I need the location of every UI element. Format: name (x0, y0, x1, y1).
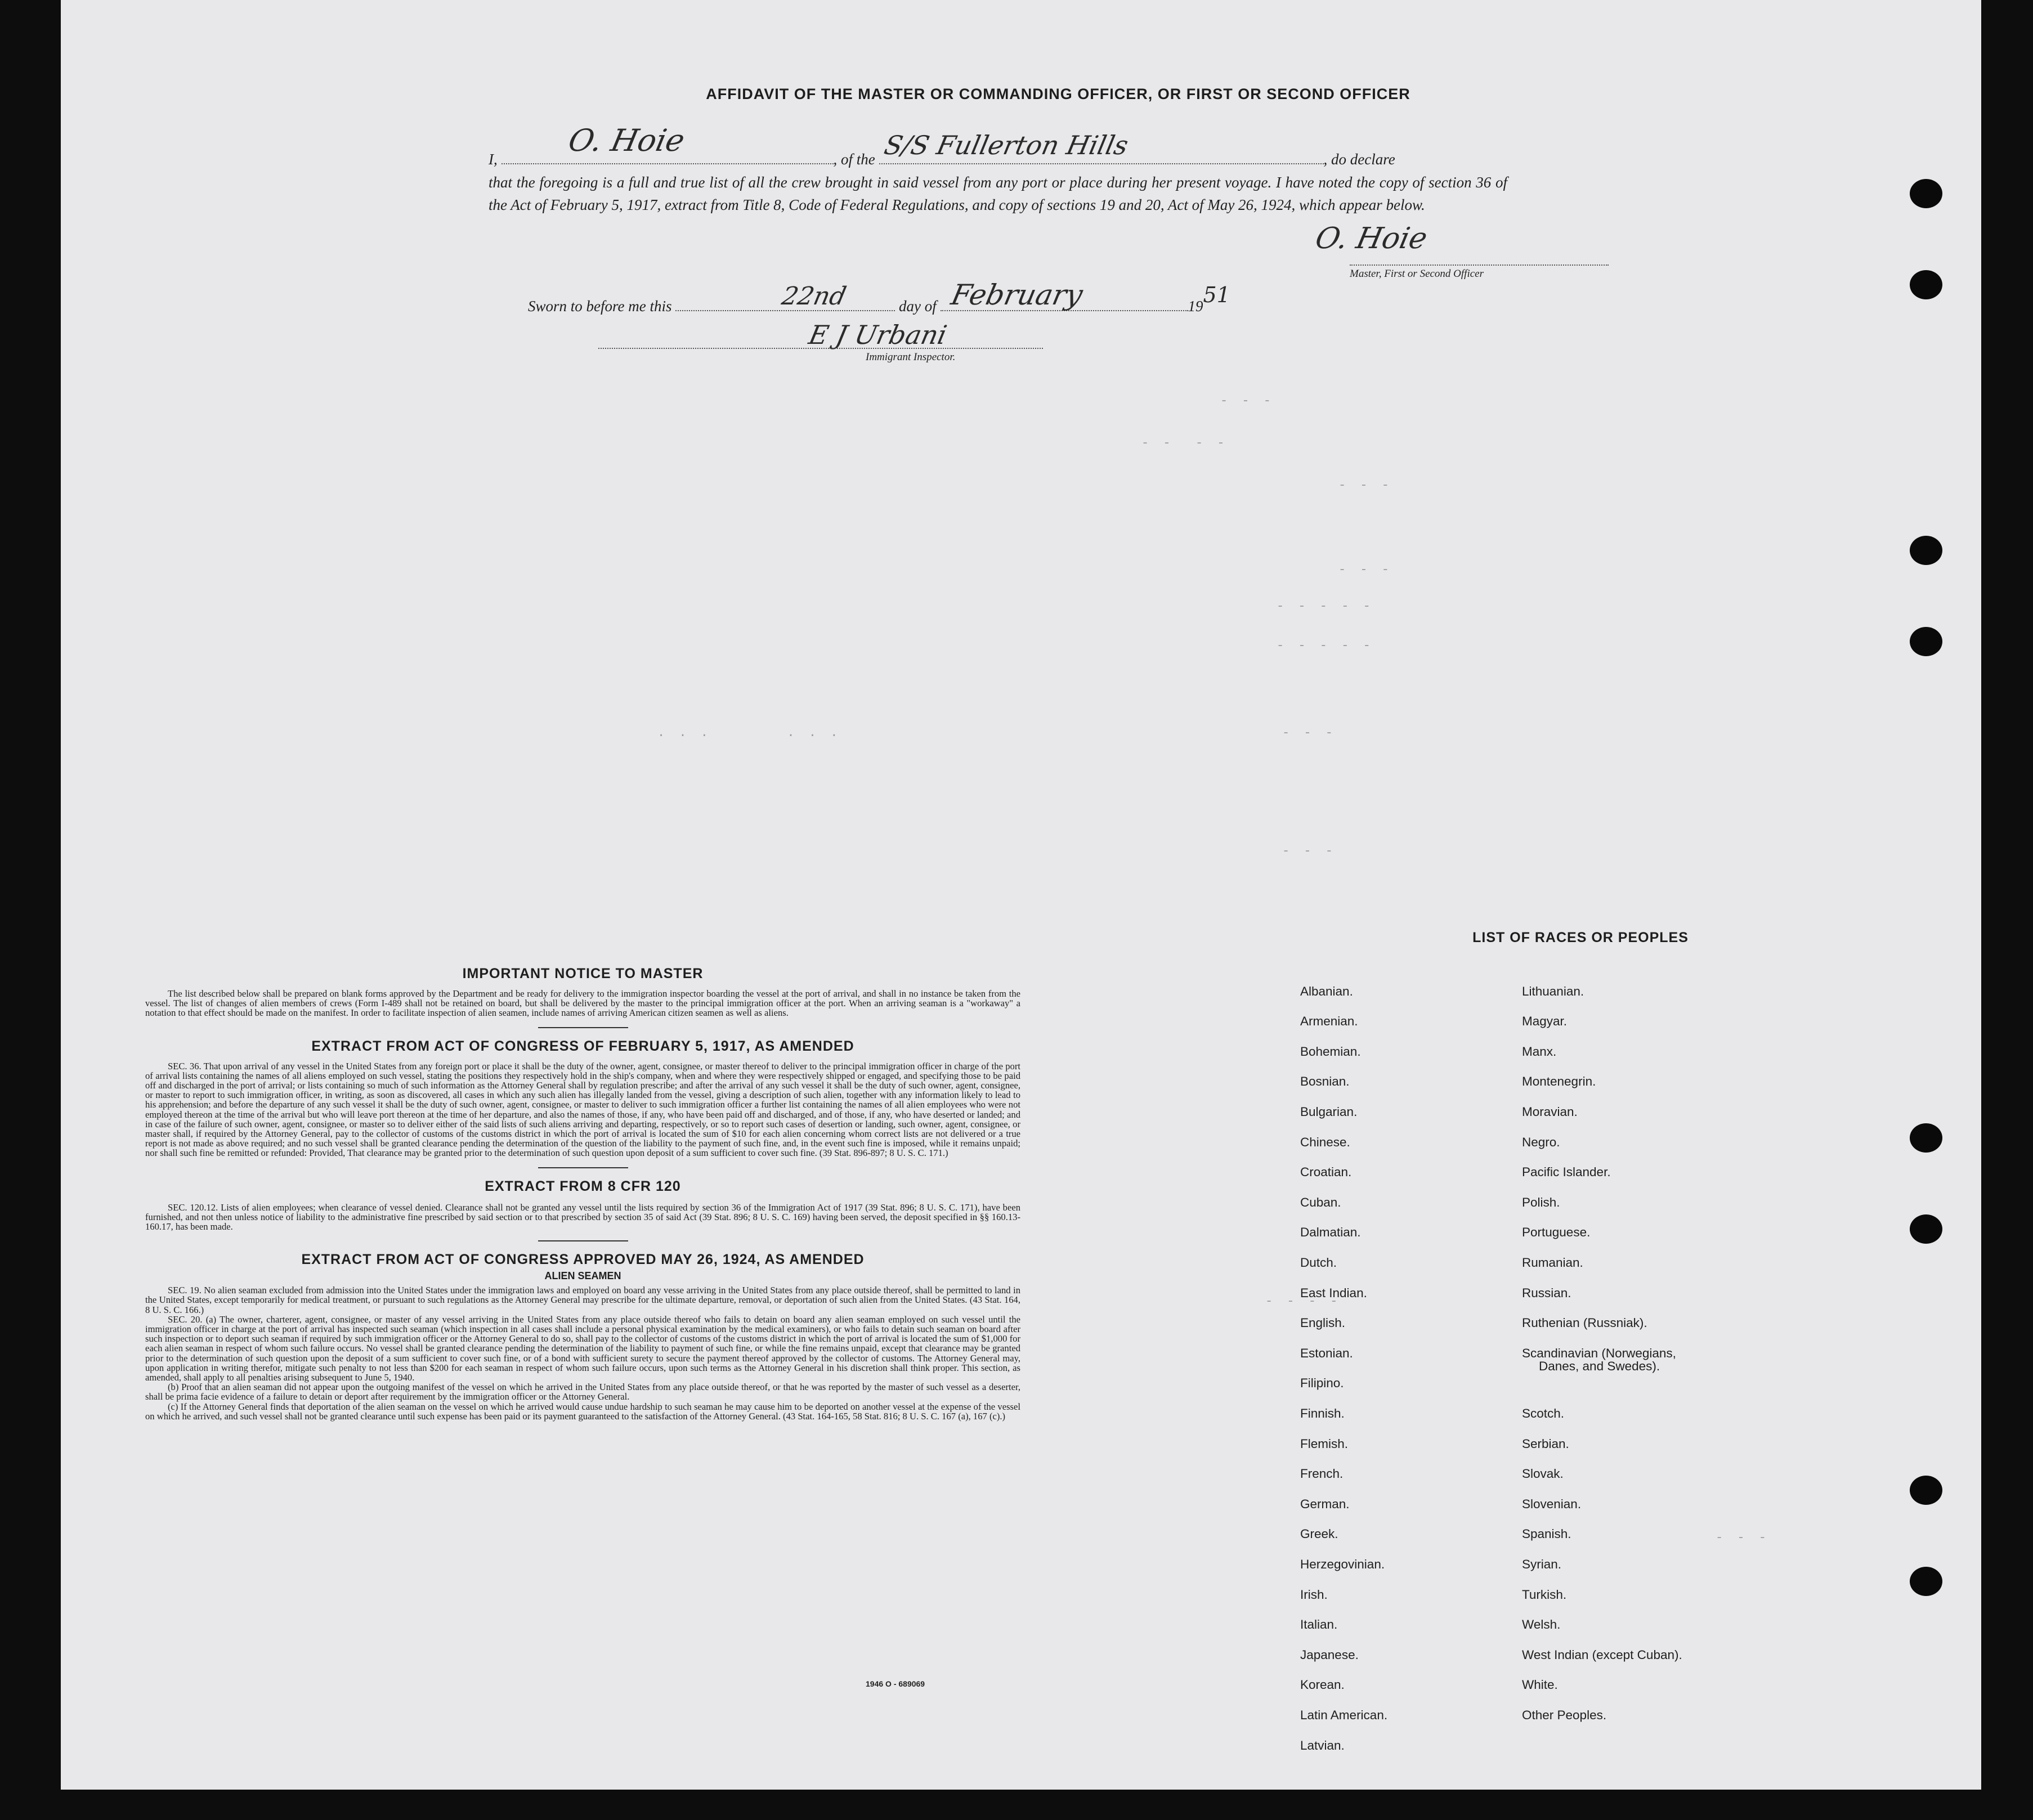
bleed-through-mark: . . . . . . (657, 726, 841, 740)
race-item: Dutch. (1300, 1256, 1337, 1270)
bleed-through-mark: - - - - (1265, 1294, 1341, 1308)
race-item: Montenegrin. (1522, 1074, 1596, 1088)
race-item: Flemish. (1300, 1437, 1349, 1451)
race-item: Pacific Islander. (1522, 1165, 1611, 1179)
race-item: East Indian. (1300, 1286, 1367, 1300)
race-item: Dalmatian. (1300, 1225, 1361, 1239)
sworn-year-prefix: 19 (1188, 298, 1203, 315)
sworn-prefix: Sworn to before me this (528, 298, 672, 315)
extract1-title: EXTRACT FROM ACT OF CONGRESS OF FEBRUARY 5, 1917, AS AMENDED (311, 1038, 854, 1054)
punch-hole (1910, 270, 1942, 299)
bleed-through-mark: - - - - - (1277, 639, 1374, 653)
sworn-day-handwriting: 22nd (779, 282, 849, 311)
sec20a-text: SEC. 20. (a) The owner, charterer, agent, consignee, or master of any vessel arriving in the United States from any place outside thereof who fails to detain on board any alien seaman employed on such vessel until the immigration officer in charge at the port of arrival has inspected such seaman (which inspection in all cases shall include a personal physical examination by the medical examiners), or who fails to detain such seaman on board after such inspection or to deport such seaman if required by such immigration officer or the Attorney General to do so, shall pay to the collector of customs of the customs district in which the port of arrival is located the sum of $1,000 for each alien seaman in respect of whom such failure occurs. No vessel shall be granted clearance pending the determination of the liability to payment of such fine, or while the fine remains unpaid, except that clearance may be granted prior to the determination of such question upon the deposit of a sum sufficient to cover such fine, or of a bond with sufficient surety to secure the payment thereof approved by the collector of customs. The Attorney General may, upon application in writing therefor, mitigate such penalty to not less than $200 for each seaman in respect of whom such failure occurs, upon such terms as the Attorney General in his discretion shall think proper. This section, as amended, shall apply to all penalties arising subsequent to June 5, 1940. (145, 1314, 1020, 1383)
race-item: Other Peoples. (1522, 1708, 1607, 1722)
race-item: Croatian. (1300, 1165, 1352, 1179)
race-item: Ruthenian (Russniak). (1522, 1316, 1647, 1330)
master-signature-line (1350, 265, 1609, 266)
notice-section (145, 966, 1020, 1421)
race-item: Bohemian. (1300, 1045, 1361, 1059)
sworn-day-field (675, 282, 895, 311)
race-item: Rumanian. (1522, 1256, 1583, 1270)
extract3-subtitle: ALIEN SEAMEN (544, 1270, 621, 1282)
race-item: Polish. (1522, 1195, 1560, 1209)
section-divider (538, 1167, 628, 1168)
bleed-through-mark: - - - (1716, 1531, 1770, 1545)
sworn-year-handwriting: 51 (1203, 283, 1230, 307)
race-item: Herzegovinian. (1300, 1557, 1385, 1571)
race-item: Serbian. (1522, 1437, 1569, 1451)
punch-hole (1910, 1123, 1942, 1153)
sworn-month-handwriting: February (948, 279, 1086, 311)
punch-hole (1910, 627, 1942, 656)
race-item: Moravian. (1522, 1105, 1578, 1119)
race-item: Russian. (1522, 1286, 1571, 1300)
bleed-through-mark: - - - (1338, 478, 1393, 492)
race-item: Scandinavian (Norwegians, (1522, 1346, 1676, 1360)
notice-text: The list described below shall be prepared on blank forms approved by the Department and be ready for delivery to the immigration inspector boarding the vessel at the port of arrival, and shall in no instance be taken from the vessel. The list of changes of alien members of crews (Form I-489 shall not be retained on board, but shall be delivered by the master to the principal immigration officer at the port. When an arriving seaman is a "workaway" a notation to that effect should be made on the manifest. In order to facilitate inspection of alien seamen, include names of arriving American citizen seamen as well as aliens. (145, 988, 1020, 1019)
declaration-body: that the foregoing is a full and true list of all the crew brought in said vessel from any port or place during her present voyage. I have noted the copy of section 36 of the Act of February 5, 1917, extract from Title 8, Code of Federal Regulations, and copy of sections 19 and 20, Act of May 26, 1924, which appear below. (489, 174, 1507, 213)
affidavit-title: AFFIDAVIT OF THE MASTER OR COMMANDING OFFICER, OR FIRST OR SECOND OFFICER (706, 86, 1410, 102)
race-item: Lithuanian. (1522, 984, 1584, 998)
bleed-through-mark: - - - (1282, 844, 1337, 858)
declaration-of-the: , of the (833, 151, 875, 168)
race-item: Syrian. (1522, 1557, 1562, 1571)
master-signature-label: Master, First or Second Officer (1350, 268, 1484, 280)
sworn-day-of: day of (899, 298, 937, 315)
race-item: Estonian. (1300, 1346, 1353, 1360)
inspector-signature-label: Immigrant Inspector. (866, 351, 956, 363)
declaration-name-line (489, 123, 1513, 171)
declaration-do-declare: , do declare (1323, 151, 1395, 168)
race-item: Magyar. (1522, 1014, 1568, 1028)
race-item: Danes, and Swedes). (1539, 1359, 1660, 1373)
master-name-handwriting: O. Hoie (565, 123, 688, 158)
race-item: Filipino. (1300, 1376, 1344, 1390)
sec19-text: SEC. 19. No alien seaman excluded from admission into the United States under the immigration laws and employed on board any vesse arriving in the United States from any place outside thereof, shall be permitted to land in the United States, except temporarily for medical treatment, or pursuant to such regulations as the Attorney General may prescribe for the ultimate departure, removal, or deportation of such alien from the United States. (43 Stat. 164, 8 U. S. C. 166.) (145, 1285, 1020, 1315)
race-item: Cuban. (1300, 1195, 1341, 1209)
race-item: Chinese. (1300, 1135, 1350, 1149)
inspector-signature-line (598, 348, 1043, 349)
master-signature: O. Hoie (1312, 222, 1431, 255)
race-item: German. (1300, 1497, 1350, 1511)
sworn-month-field (941, 279, 1188, 311)
bleed-through-mark: - - - (1338, 563, 1393, 577)
punch-hole (1910, 1567, 1942, 1596)
vessel-name-handwriting: S/S Fullerton Hills (881, 130, 1131, 160)
declaration-prefix: I, (489, 151, 498, 168)
race-item: Latvian. (1300, 1738, 1345, 1752)
bleed-through-mark: - - - - (1141, 436, 1228, 450)
race-item: White. (1522, 1678, 1558, 1692)
extract1-text: SEC. 36. That upon arrival of any vessel in the United States from any foreign port or place it shall be the duty of the owner, agent, consignee, or master thereof to deliver to the principal immigration officer in charge of the port of arrival lists containing the names of all aliens employed on such vessel, stating the positions they respectively hold in the ship's company, when and where they were respectively shipped or engaged, and specifying those to be paid off and discharged in the port of arrival; or lists containing so much of such information as the Attorney General shall by regulation prescribe; and after the arrival of any such vessel it shall be the duty of such owner, agent, consignee, or master to report to such immigration officer, in writing, as soon as discovered, all cases in which any such alien has illegally landed from the vessel, giving a description of such alien, together with any information likely to lead to his apprehension; and before the departure of any such vessel it shall be the duty of such owner, agent, consignee, or master to deliver to such immigration officer a further list containing the names of all alien employees who were not employed thereon at the time of the arrival but who will leave port thereon at the time of her departure, and also the names of those, if any, who have been paid off and discharged, and of those, if any, who have deserted or landed; and in case of the failure of such owner, agent, consignee, or master so to deliver either of the said lists of such aliens arriving and departing, respectively, or so to report such cases of desertion or landing, such owner, agent, consignee, or master shall, if required by the Attorney General, pay to the collector of customs of the customs district in which the port of arrival is located the sum of $10 for each alien concerning whom correct lists are not delivered or a true report is not made as above required; and no such vessel shall be granted clearance pending the determination of the question of the liability to the payment of such fine, and, in the event such fine is imposed, while it remains unpaid; nor shall such fine be remitted or refunded: Provided, That clearance may be granted prior to the determination of such question upon deposit of a sum sufficient to cover such fine. (39 Stat. 896-897; 8 U. S. C. 171.) (145, 1060, 1020, 1159)
section-divider (538, 1027, 628, 1028)
race-item: Italian. (1300, 1617, 1338, 1631)
bleed-through-mark: - - - - - (1277, 599, 1374, 613)
sec20c-text: (c) If the Attorney General finds that deportation of the alien seaman on the vessel on which he arrived would cause undue hardship to such seaman he may cause him to be deported on another vessel at the expense of the vessel on which he arrived, and such vessel shall not be granted clearance until such expense has been paid or its payment guaranteed to the satisfaction of the Attorney General. (43 Stat. 164-165, 58 Stat. 816; 8 U. S. C. 167 (a), 167 (c).) (145, 1401, 1020, 1422)
race-item: Korean. (1300, 1678, 1345, 1692)
race-item: French. (1300, 1467, 1344, 1481)
sec20b-text: (b) Proof that an alien seaman did not appear upon the outgoing manifest of the vessel on which he arrived in the United States from any place outside thereof, or that he was reported by the master of such vessel as a deserter, shall be prima facie evidence of a failure to detain or deport after requirement by the immigration officer or the Attorney General. (145, 1382, 1020, 1402)
race-item: Slovak. (1522, 1467, 1564, 1481)
master-name-field (501, 123, 834, 164)
race-item: Armenian. (1300, 1014, 1358, 1028)
race-item: Scotch. (1522, 1406, 1565, 1420)
race-item: Turkish. (1522, 1588, 1567, 1602)
print-code: 1946 O - 689069 (866, 1679, 925, 1688)
race-item: Latin American. (1300, 1708, 1388, 1722)
race-item: English. (1300, 1316, 1346, 1330)
race-item: Spanish. (1522, 1527, 1571, 1541)
race-item: Bosnian. (1300, 1074, 1350, 1088)
section-divider (538, 1240, 628, 1241)
race-item: Greek. (1300, 1527, 1338, 1541)
bleed-through-mark: - - - (1220, 394, 1275, 408)
race-item: Bulgarian. (1300, 1105, 1358, 1119)
extract2-text: SEC. 120.12. Lists of alien employees; when clearance of vessel denied. Clearance shall not be granted any vessel until the lists required by section 36 of the Immigration Act of 1917 (39 Stat. 896; 8 U. S. C. 171), have been furnished, and not then unless notice of liability to the administrative fine prescribed by said section or to that prescribed by section 35 of said Act (39 Stat. 896; 8 U. S. C. 169) having been served, the deposit specified in §§ 160.13-160.17, has been made. (145, 1202, 1020, 1232)
punch-hole (1910, 536, 1942, 565)
bleed-through-mark: - - - (1282, 726, 1337, 740)
punch-hole (1910, 1214, 1942, 1244)
document-page (61, 0, 1981, 1790)
race-item: Negro. (1522, 1135, 1560, 1149)
extract3-title: EXTRACT FROM ACT OF CONGRESS APPROVED MAY 26, 1924, AS AMENDED (301, 1252, 865, 1268)
notice-title: IMPORTANT NOTICE TO MASTER (462, 966, 704, 981)
race-item: Welsh. (1522, 1617, 1561, 1631)
race-item: Slovenian. (1522, 1497, 1582, 1511)
punch-hole (1910, 1476, 1942, 1505)
race-item: Portuguese. (1522, 1225, 1591, 1239)
affidavit-declaration (489, 123, 1513, 216)
race-item: Finnish. (1300, 1406, 1345, 1420)
race-item: West Indian (except Cuban). (1522, 1648, 1682, 1662)
sworn-line (528, 279, 1230, 316)
extract2-title: EXTRACT FROM 8 CFR 120 (485, 1178, 681, 1194)
inspector-signature: E J Urbani (806, 320, 950, 350)
race-item: Irish. (1300, 1588, 1328, 1602)
race-item: Albanian. (1300, 984, 1353, 998)
vessel-name-field (879, 130, 1324, 164)
races-title: LIST OF RACES OR PEOPLES (1472, 930, 1689, 945)
race-item: Japanese. (1300, 1648, 1359, 1662)
punch-hole (1910, 179, 1942, 208)
race-item: Manx. (1522, 1045, 1557, 1059)
